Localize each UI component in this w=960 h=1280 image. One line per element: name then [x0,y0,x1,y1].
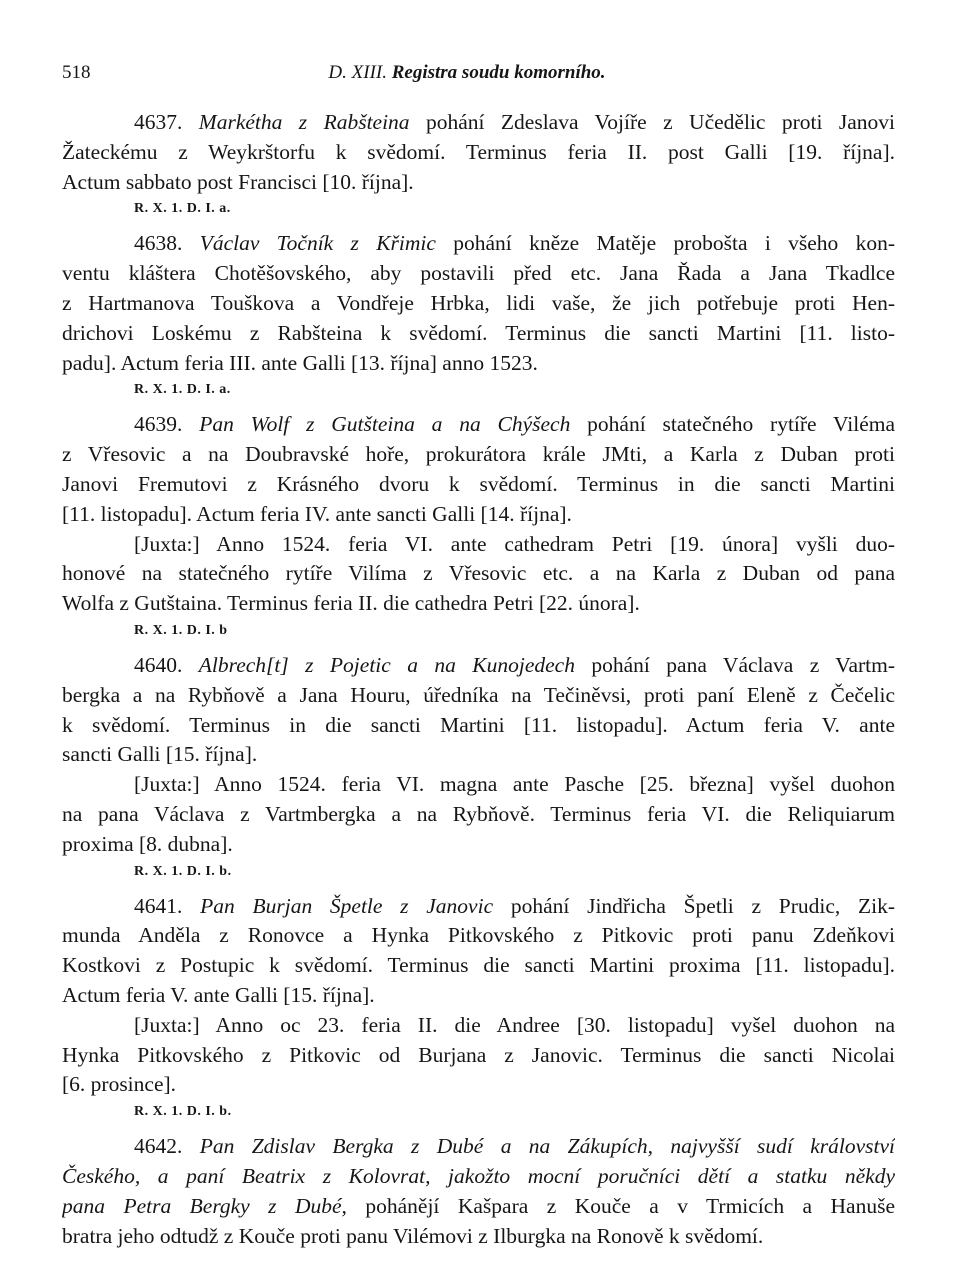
text-line [62,1041,895,1071]
entry-text: ventu kláštera Chotěšovského, aby postavili před etc. Jana Řada a Jana Tkadlce [62,261,895,286]
document-body [62,108,895,1251]
entry-text: Wolfa z Gutštaina. Terminus feria II. die cathedra Petri [22. února]. [62,591,640,616]
text-line [62,410,895,440]
entry-party: Pan Zdislav Bergka z Dubé a na Zákupích, najvyšší sudí království [199,1134,895,1159]
source-signature: R. X. 1. D. I. b [134,622,228,638]
entry-text: honové na statečného rytíře Vilíma z Vřesovic etc. a na Karla z Duban od pana [62,561,895,586]
entry-text: Žateckému z Weykrštorfu k svědomí. Terminus feria II. post Galli [19. října]. [62,139,895,164]
text-line [62,589,895,619]
text-line [62,229,895,259]
text-line [62,500,895,530]
running-title-prefix: D. XIII. [328,62,387,83]
text-line [62,1132,895,1162]
entry-text: [Juxta:] Anno 1524. feria VI. ante cathedram Petri [19. února] vyšli duo- [134,531,895,556]
text-line [62,651,895,681]
entry [62,410,895,643]
text-line [62,1011,895,1041]
entry-text: pohání kněze Matěje probošta i všeho kon- [435,231,895,256]
text-line [62,740,895,770]
source-signature: R. X. 1. D. I. b. [134,863,232,879]
running-title-main: Registra soudu komorního. [391,62,606,83]
text-line [62,289,895,319]
entry-text: [6. prosince]. [62,1072,177,1097]
text-line [62,951,895,981]
entry-text: na pana Václava z Vartmbergka a na Rybňově. Terminus feria VI. die Reliquiarum [62,801,895,826]
text-line [62,470,895,500]
entry-text: pohání Jindřicha Špetli z Prudic, Zik- [493,893,895,918]
entry-number: 4640. [134,652,199,677]
entry-text: z Hartmanova Touškova a Vondřeje Hrbka, lidi vaše, že jich potřebuje proti Hen- [62,290,895,315]
entry-party: Pan Burjan Špetle z Janovic [200,893,494,918]
source-signature: R. X. 1. D. I. b. [134,1104,232,1120]
entry-text: [Juxta:] Anno 1524. feria VI. magna ante Pasche [25. března] vyšel duohon [134,772,895,797]
text-line [62,830,895,860]
entry-text: Janovi Fremutovi z Krásného dvoru k svědomí. Terminus in die sancti Martini [62,471,895,496]
entry-text: drichovi Loskému z Rabšteina k svědomí. Terminus die sancti Martini [11. listo- [62,320,895,345]
entry-number: 4638. [134,231,200,256]
entry-text: pohánějí Kašpara z Kouče a v Trmicích a Hanuše [346,1193,895,1218]
entry-number: 4642. [134,1134,200,1159]
text-line [62,921,895,951]
entry-text: [Juxta:] Anno oc 23. feria II. die Andree [30. listopadu] vyšel duohon na [134,1012,895,1037]
entry-text: Kostkovi z Postupic k svědomí. Terminus die sancti Martini proxima [11. listopadu]. [62,953,895,978]
entry-text: Actum sabbato post Francisci [10. října]. [62,169,414,194]
text-line [62,770,895,800]
entry-number: 4639. [134,412,200,437]
entry [62,229,895,402]
text-line [62,138,895,168]
entry-text: bratra jeho odtudž z Kouče proti panu Vilémovi z Ilburgka na Ronově k svědomí. [62,1223,764,1248]
entry-party: Markétha z Rabšteina [198,110,410,134]
text-line [62,892,895,922]
entry [62,651,895,884]
entry [62,108,895,221]
text-line [62,981,895,1011]
running-title [62,62,872,84]
entry-text: proxima [8. dubna]. [62,831,233,856]
entry-text: bergka a na Rybňově a Jana Houru, úředníka na Tečiněvsi, proti paní Eleně z Čečelic [62,682,895,707]
text-line [62,800,895,830]
text-line [62,168,895,198]
text-line [62,259,895,289]
entry-text: z Vřesovic a na Doubravské hoře, prokurátora krále JMti, a Karla z Duban proti [62,442,895,467]
entry-text: padu]. Actum feria III. ante Galli [13. října] anno 1523. [62,350,538,375]
entry-text: k svědomí. Terminus in die sancti Martini [11. listopadu]. Actum feria V. ante [62,712,895,737]
text-line [62,349,895,379]
text-line [62,681,895,711]
text-line [62,559,895,589]
entry-text: Hynka Pitkovského z Pitkovic od Burjana z Janovic. Terminus die sancti Nicolai [62,1042,895,1067]
source-signature: R. X. 1. D. I. a. [134,382,231,398]
page-number: 518 [62,62,91,83]
entry-party: Albrech[t] z Pojetic a na Kunojedech [198,652,575,677]
text-line [62,530,895,560]
text-line [62,711,895,741]
entry-text: [11. listopadu]. Actum feria IV. ante sancti Galli [14. října]. [62,501,572,526]
entry-text: pohání pana Václava z Vartm- [574,652,895,677]
entry-text: sancti Galli [15. října]. [62,742,258,767]
entry [62,1132,895,1251]
text-line [62,319,895,349]
entry-text: pohání Zdeslava Vojíře z Učedělic proti Janovi [409,110,895,134]
running-head [62,62,872,88]
entry-text: pohání statečného rytíře Viléma [570,412,895,437]
entry-party: pana Petra Bergky z Dubé, [62,1193,347,1218]
entry [62,892,895,1125]
entry-party: Václav Točník z Křimic [199,231,436,256]
entry-number: 4641. [134,893,201,918]
entry-number: 4637. [134,110,199,134]
entry-party: Českého, a paní Beatrix z Kolovrat, jakožto mocní poručníci dětí a statku někdy [62,1163,895,1188]
entry-text: munda Anděla z Ronovce a Hynka Pitkovského z Pitkovic proti panu Zdeňkovi [62,923,895,948]
text-line [62,108,895,138]
text-line [62,1162,895,1192]
text-line [62,1192,895,1222]
text-line [62,1070,895,1100]
entry-party: Pan Wolf z Gutšteina a na Chýšech [199,412,571,437]
entry-text: Actum feria V. ante Galli [15. října]. [62,982,375,1007]
text-line [62,1222,895,1252]
text-line [62,440,895,470]
source-signature: R. X. 1. D. I. a. [134,201,231,217]
